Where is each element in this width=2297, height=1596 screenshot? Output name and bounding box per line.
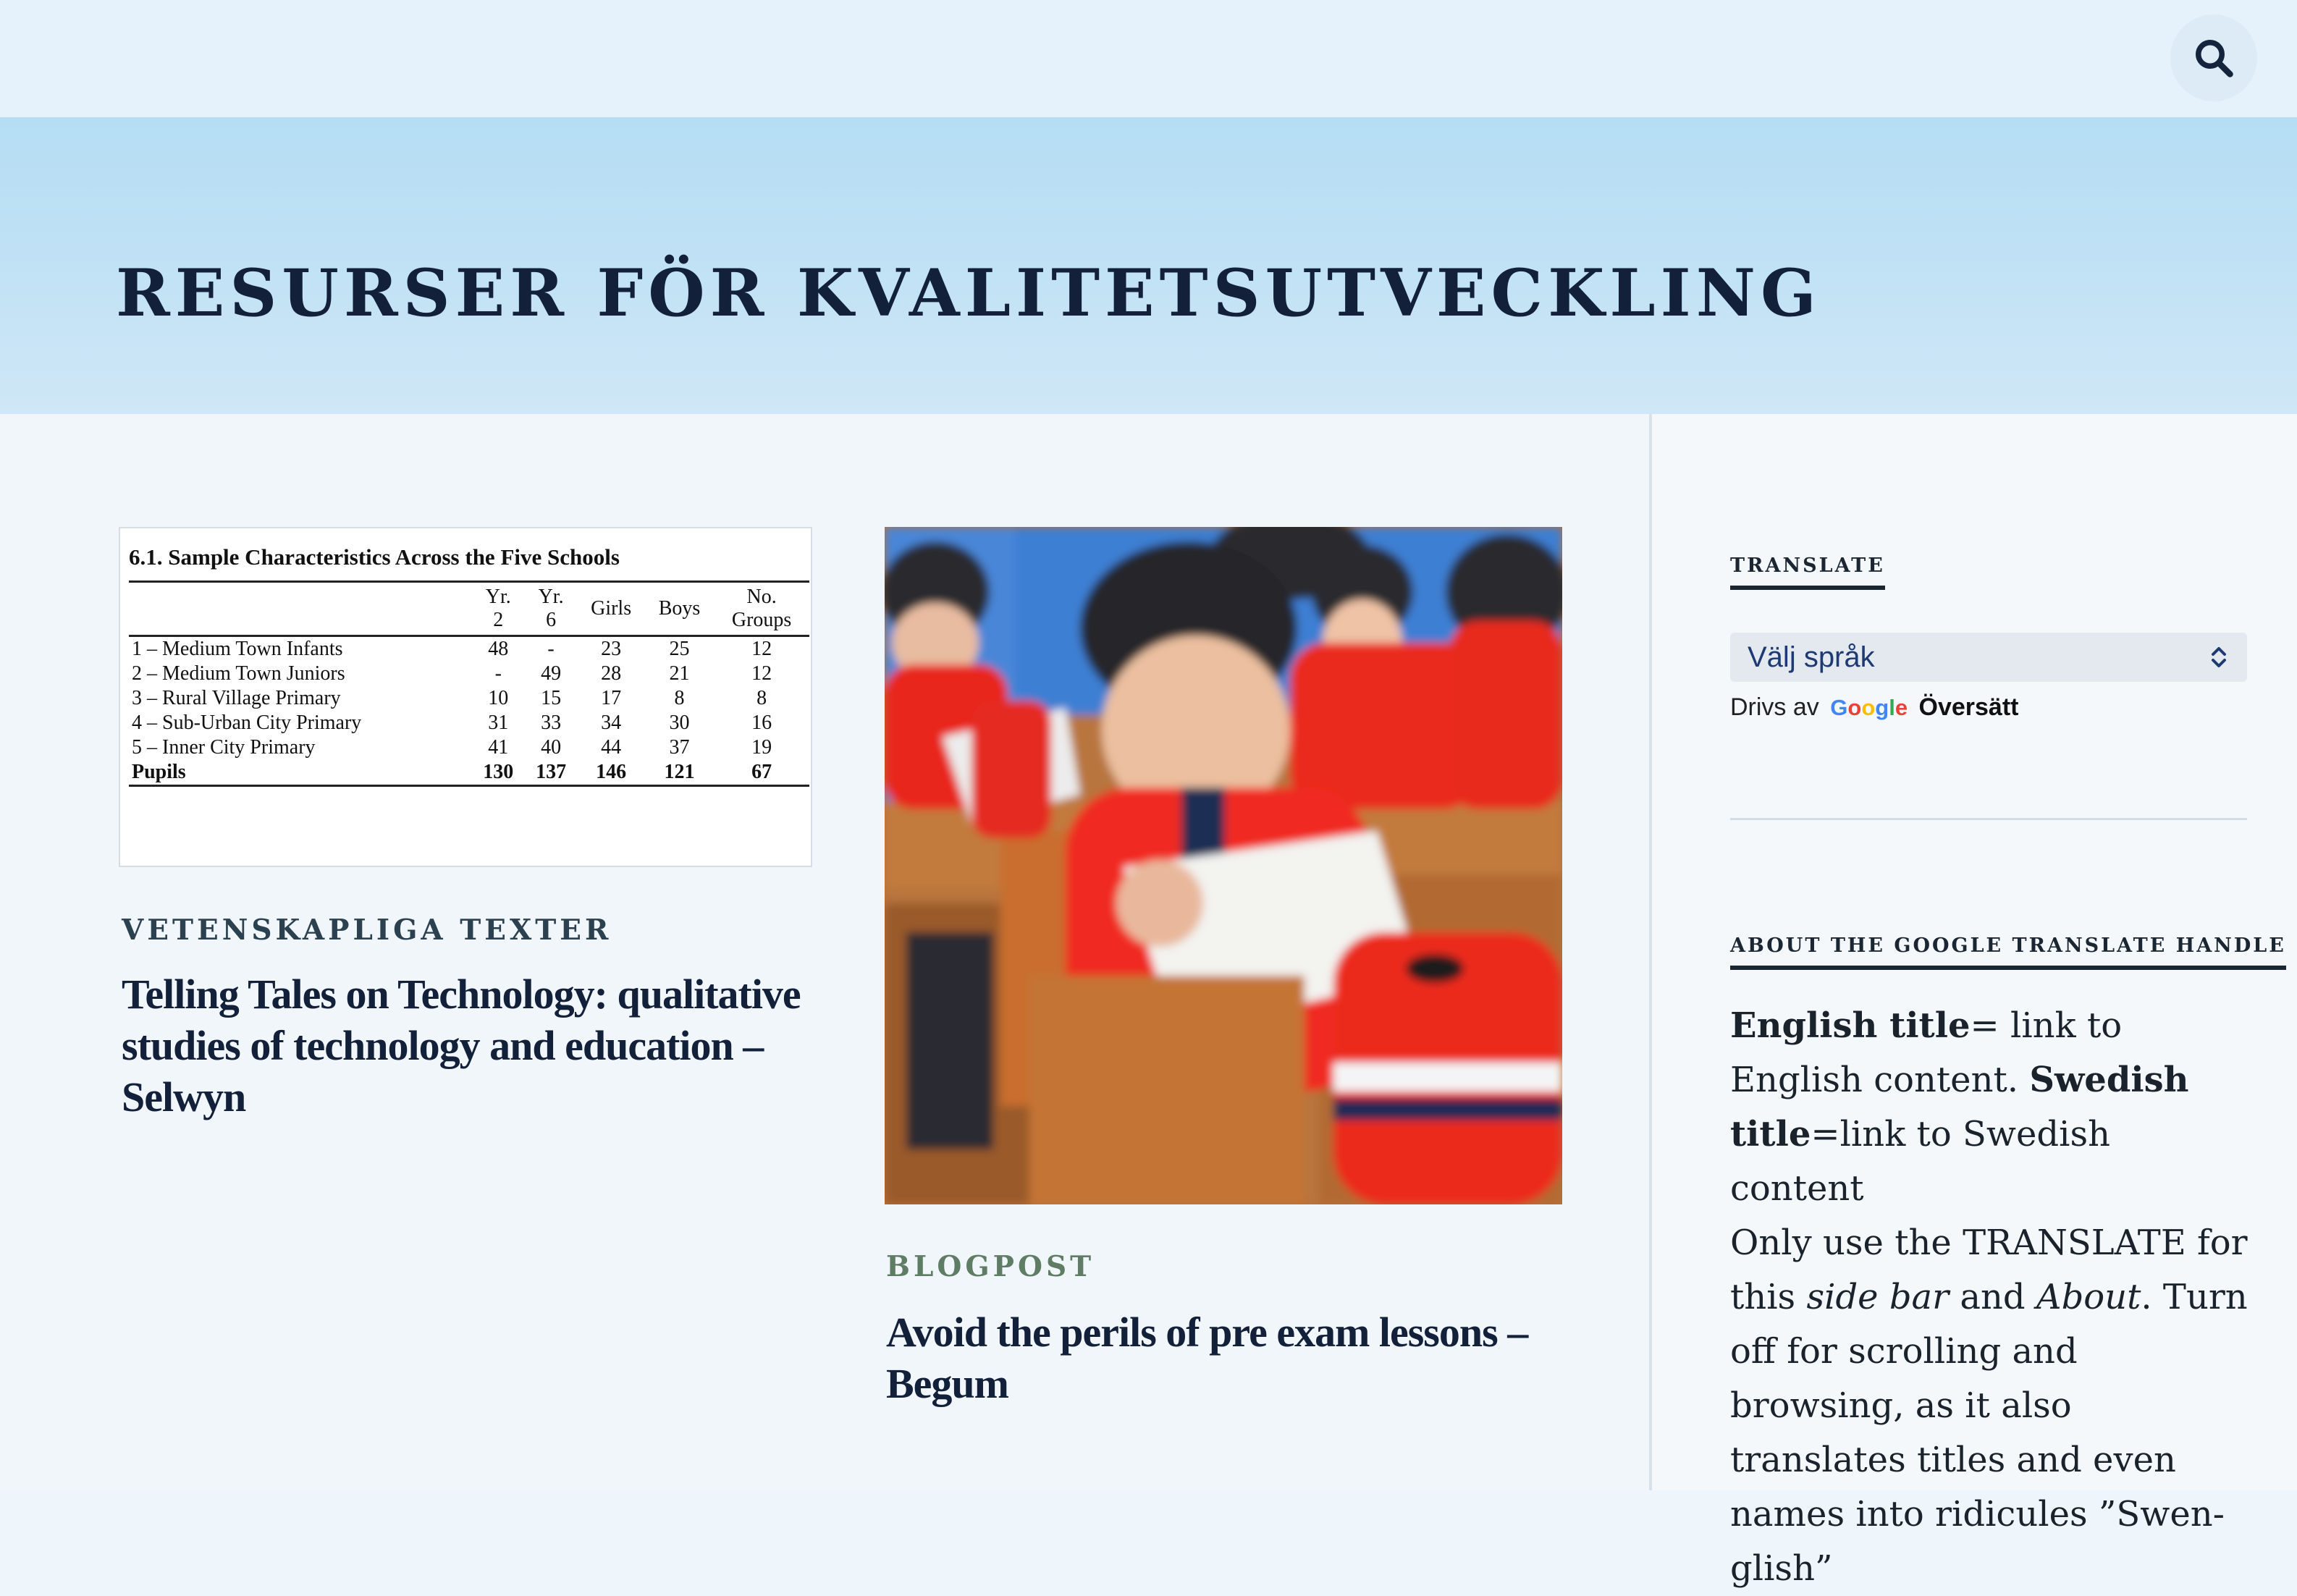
table-cell: 2 – Medium Town Juniors — [132, 662, 345, 685]
table-cell: 8 — [756, 687, 767, 709]
table-cell: 146 — [578, 760, 645, 786]
table-row — [129, 711, 809, 735]
google-translate-link[interactable]: Översätt — [1918, 693, 2019, 721]
search-button[interactable] — [2170, 14, 2257, 101]
post-category[interactable]: VETENSKAPLIGA TEXTER — [122, 913, 612, 947]
table-cell: - — [494, 662, 502, 685]
widget-title-translate: TRANSLATE — [1730, 554, 1885, 590]
table-cell: 67 — [714, 760, 809, 786]
post-title[interactable]: Telling Tales on Technology: qualitative studies of technology and education – Selwyn — [122, 971, 801, 1120]
table-header-cell: Yr. 2 — [472, 582, 525, 636]
table-cell: 40 — [541, 736, 562, 759]
table-cell: 3 – Rural Village Primary — [132, 687, 341, 709]
table-row — [129, 636, 809, 662]
widget-title-about: ABOUT THE GOOGLE TRANSLATE HANDLE — [1730, 934, 2286, 970]
english-title-label: English title — [1730, 1005, 1971, 1046]
table-header-cell — [129, 582, 472, 636]
table-cell: 28 — [601, 662, 622, 685]
google-logo-letter: G — [1830, 695, 1848, 720]
table-cell: 8 — [674, 687, 685, 709]
about-paragraph-2 — [1730, 1216, 2251, 1596]
select-arrows-icon — [2208, 643, 2230, 672]
table-cell: 5 – Inner City Primary — [132, 736, 316, 759]
site-header — [0, 117, 2297, 414]
about-text-span: = link to English content. — [1730, 1005, 2123, 1100]
table-cell: 44 — [601, 736, 622, 759]
google-logo-letter: e — [1895, 695, 1908, 720]
table-row — [129, 662, 809, 686]
about-text-span: . Turn off for scrolling and browsing, as it also translates titles and even names into ridicules ”Swen-glish” — [1730, 1277, 2248, 1589]
table-cell: 19 — [751, 736, 772, 759]
table-header-cell: No. Groups — [714, 582, 809, 636]
table-cell: 121 — [645, 760, 715, 786]
table-cell: 12 — [751, 638, 772, 660]
table-header-cell: Girls — [578, 582, 645, 636]
table-caption: 6.1. Sample Characteristics Across the Five Schools — [129, 544, 620, 570]
table-cell: 10 — [488, 687, 509, 709]
sidebar-divider — [1730, 818, 2247, 820]
table-row — [129, 686, 809, 711]
language-select[interactable] — [1730, 633, 2247, 682]
table-cell: 23 — [601, 638, 622, 660]
table-cell: 17 — [601, 687, 622, 709]
table-cell: 25 — [669, 638, 690, 660]
google-logo[interactable] — [1830, 695, 1908, 720]
table-cell: 1 – Medium Town Infants — [132, 638, 343, 660]
table-cell: - — [547, 638, 555, 660]
post-category[interactable]: BLOGPOST — [886, 1250, 1095, 1283]
google-logo-letter: o — [1861, 695, 1876, 720]
table-cell: 48 — [488, 638, 509, 660]
google-logo-letter: o — [1847, 695, 1862, 720]
table-header-cell: Yr. 6 — [525, 582, 578, 636]
table-cell: 137 — [525, 760, 578, 786]
table-cell: Pupils — [129, 760, 472, 786]
table-cell: 12 — [751, 662, 772, 685]
classroom-photo — [885, 527, 1562, 1204]
table-cell: 41 — [488, 736, 509, 759]
table-body — [129, 636, 809, 786]
google-logo-letter: l — [1889, 695, 1895, 720]
top-bar — [0, 0, 2297, 117]
table-header-cell: Boys — [645, 582, 715, 636]
table-cell: 31 — [488, 712, 509, 734]
table-header-row — [129, 582, 809, 636]
table-cell: 21 — [669, 662, 690, 685]
post-title[interactable]: Avoid the perils of pre exam lessons – Begum — [886, 1309, 1528, 1407]
powered-by-label: Drivs av — [1730, 693, 1819, 721]
table-cell: 15 — [541, 687, 562, 709]
site-title[interactable]: RESURSER FÖR KVALITETSUTVECKLING — [116, 255, 1821, 332]
table-cell: 16 — [751, 712, 772, 734]
table-cell: 4 – Sub-Urban City Primary — [132, 712, 362, 734]
about-text — [1730, 999, 2251, 1596]
about-emphasis: side bar — [1806, 1277, 1950, 1317]
about-text-span: =link to Swedish content — [1730, 1114, 2110, 1209]
powered-by-google — [1730, 693, 2018, 722]
swedish-title-label: Swedish title — [1730, 1060, 2189, 1154]
language-select-value: Välj språk — [1748, 641, 1875, 673]
google-logo-letter: g — [1875, 695, 1889, 720]
table-cell: 34 — [601, 712, 622, 734]
table-row — [129, 760, 809, 786]
table-cell: 30 — [669, 712, 690, 734]
table-cell: 37 — [669, 736, 690, 759]
table-cell: 130 — [472, 760, 525, 786]
table-cell: 33 — [541, 712, 562, 734]
post-thumbnail-photo[interactable] — [885, 527, 1562, 1204]
about-text-span: and — [1949, 1277, 2036, 1317]
about-paragraph-1 — [1730, 999, 2251, 1216]
search-icon — [2192, 36, 2235, 80]
table-row — [129, 735, 809, 760]
about-emphasis: About — [2036, 1277, 2141, 1317]
table-cell: 49 — [541, 662, 562, 685]
about-text-span: Only use the TRANSLATE for this — [1730, 1223, 2248, 1317]
sample-characteristics-table — [129, 580, 809, 787]
post-thumbnail-table[interactable] — [119, 527, 812, 867]
